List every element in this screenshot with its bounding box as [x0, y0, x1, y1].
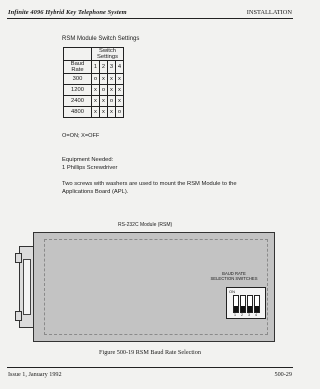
- dip-switch-2: [240, 295, 246, 313]
- switch-number-2: 2: [100, 61, 108, 74]
- switch-number-3: 3: [108, 61, 116, 74]
- bit-cell: x: [100, 96, 108, 107]
- section-title: RSM Module Switch Settings: [62, 36, 140, 42]
- dip-switch-knob: [255, 306, 259, 312]
- bit-cell: x: [92, 107, 100, 118]
- dip-label-line-2: SELECTION SWITCHES: [210, 276, 258, 281]
- dip-switch-number: 3: [248, 313, 250, 317]
- connector-tab-bottom: [15, 311, 22, 321]
- table-row: [64, 96, 124, 107]
- connector: [19, 246, 34, 328]
- table-row: [64, 74, 124, 85]
- switch-settings-header: Switch Settings: [92, 48, 124, 61]
- dip-switch-4: [254, 295, 260, 313]
- connector-socket: [23, 259, 31, 315]
- switch-settings-table: [63, 47, 124, 118]
- table-corner-cell: [64, 48, 92, 61]
- table-row: [64, 107, 124, 118]
- bit-cell: o: [108, 96, 116, 107]
- figure-caption: Figure 500-19 RSM Baud Rate Selection: [99, 349, 201, 356]
- module-label: RS-232C Module (RSM): [118, 222, 173, 228]
- dip-switch-knob: [241, 306, 245, 312]
- dip-on-label: ON: [229, 289, 235, 294]
- bit-cell: x: [108, 107, 116, 118]
- instruction-line-2: Applications Board (APL).: [62, 189, 129, 195]
- bit-cell: x: [116, 85, 124, 96]
- bit-cell: x: [116, 74, 124, 85]
- footer-left: Issue 1, January 1992: [8, 371, 62, 378]
- bit-cell: o: [92, 74, 100, 85]
- equipment-heading: Equipment Needed:: [62, 157, 114, 163]
- dip-switch-3: [247, 295, 253, 313]
- connector-tab-top: [15, 253, 22, 263]
- dip-switch-knob: [234, 306, 238, 312]
- page-header-right: INSTALLATION: [246, 9, 292, 16]
- bit-cell: x: [100, 74, 108, 85]
- equipment-item: 1 Phillips Screwdriver: [62, 165, 118, 171]
- header-rule: [7, 18, 293, 19]
- bit-cell: x: [116, 96, 124, 107]
- bit-cell: x: [108, 85, 116, 96]
- bit-cell: x: [108, 74, 116, 85]
- dip-switch-number: 4: [255, 313, 257, 317]
- rate-cell: 4800: [64, 107, 92, 118]
- page-header-left: Infinite 4096 Hybrid Key Telephone System: [8, 9, 127, 16]
- bit-cell: x: [92, 96, 100, 107]
- page-number: 500-29: [274, 371, 292, 378]
- bit-cell: o: [116, 107, 124, 118]
- dip-switch-number: 1: [234, 313, 236, 317]
- rate-cell: 300: [64, 74, 92, 85]
- bit-cell: o: [100, 85, 108, 96]
- dip-switch-knob: [248, 306, 252, 312]
- bit-cell: x: [100, 107, 108, 118]
- switch-legend: O=ON; X=OFF: [62, 133, 100, 139]
- rate-cell: 2400: [64, 96, 92, 107]
- switch-number-4: 4: [116, 61, 124, 74]
- switch-number-1: 1: [92, 61, 100, 74]
- dip-switch-number: 2: [241, 313, 243, 317]
- baud-rate-header: Baud Rate: [64, 61, 92, 74]
- footer-rule: [7, 367, 293, 368]
- dip-switch-1: [233, 295, 239, 313]
- dip-switch-label: [205, 271, 263, 281]
- instruction-line-1: Two screws with washers are used to mount the RSM Module to the: [62, 181, 237, 187]
- dip-label-line-1: BAUD RATE: [222, 271, 246, 276]
- bit-cell: x: [92, 85, 100, 96]
- dip-switch-block: [226, 287, 266, 319]
- table-row: [64, 85, 124, 96]
- rate-cell: 1200: [64, 85, 92, 96]
